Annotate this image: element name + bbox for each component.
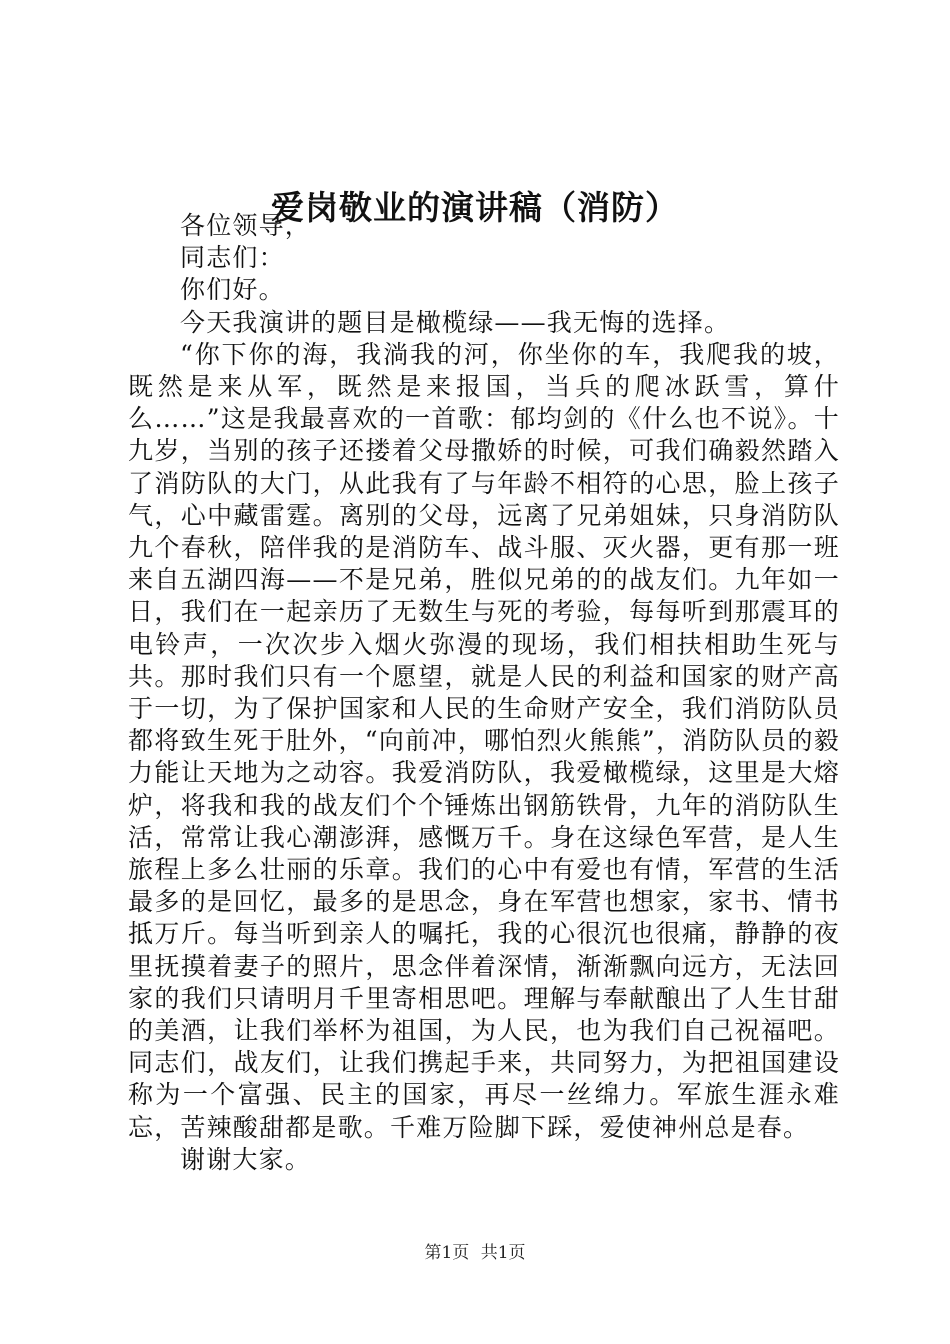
paragraph-topic: 今天我演讲的题目是橄榄绿——我无悔的选择。 (180, 307, 731, 337)
paragraph-greeting-comrades: 同志们： (180, 243, 285, 273)
paragraph-main: “你下你的海，我淌我的河，你坐你的车，我爬我的坡，既然是来从军，既然是来报国，当兵的爬冰跃雪，算什么……”这是我最喜欢的一首歌：郁均剑的《什么也不说》。十九岁，当别的孩子还搂着父母撒娇的时候，可我们确毅然踏入了消防队的大门，从此我有了与年龄不相符的心思，脸上孩子气，心中藏雷霆。离别的父母，远离了兄弟姐妹，只身消防队九个春秋，陪伴我的是消防车、战斗服、灭火器，更有那一班来自五湖四海——不是兄弟，胜似兄弟的的战友们。九年如一日，我们在一起亲历了无数生与死的考验，每每听到那震耳的电铃声，一次次步入烟火弥漫的现场，我们相扶相助生死与共。那时我们只有一个愿望，就是人民的利益和国家的财产高于一切，为了保护国家和人民的生命财产安全，我们消防队员都将致生死于肚外，“向前冲，哪怕烈火熊熊”，消防队员的毅力能让天地为之动容。我爱消防队，我爱橄榄绿，这里是大熔炉，将我和我的战友们个个锤炼出钢筋铁骨，九年的消防队生活，常常让我心潮澎湃，感慨万千。身在这绿色军营，是人生旅程上多么壮丽的乐章。我们的心中有爱也有情，军营的生活最多的是回忆，最多的是思念，身在军营也想家，家书、情书抵万斤。每当听到亲人的嘱托，我的心很沉也很痛，静静的夜里抚摸着妻子的照片，思念伴着深情，渐渐飘向远方，无法回家的我们只请明月千里寄相思吧。理解与奉献酿出了人生甘甜的美酒，让我们举杯为祖国，为人民，也为我们自己祝福吧。同志们，战友们，让我们携起手来，共同努力，为把祖国建设称为一个富强、民主的国家，再尽一丝绵力。军旅生涯永难忘，苦辣酸甜都是歌。千难万险脚下踩，爱使神州总是春。 (128, 339, 840, 1142)
paragraph-thanks: 谢谢大家。 (180, 1144, 312, 1174)
page-footer (0, 1242, 950, 1264)
page-total: 共1页 (480, 1243, 526, 1263)
page-number: 第1页 (424, 1243, 470, 1263)
document-title: 爱岗敬业的演讲稿（消防） (271, 188, 679, 227)
paragraph-greeting-leaders: 各位领导， (180, 211, 312, 240)
document-body (128, 210, 840, 1176)
paragraph-hello: 你们好。 (180, 275, 285, 305)
